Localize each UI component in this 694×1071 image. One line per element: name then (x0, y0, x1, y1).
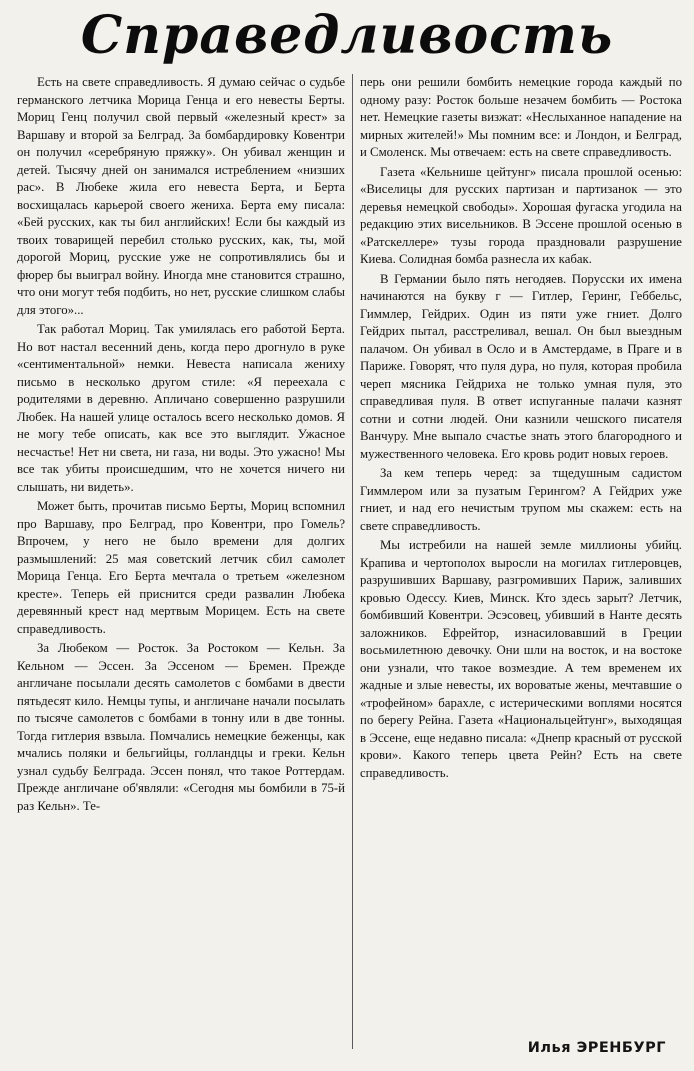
paragraph: Газета «Кельнише цейтунг» писала прошлой осенью: «Виселицы для русских партизан и партизанок — это деревья немецкой свободы». Хорошая фугаска угодила на редакцию этих висельников. В Эссене прошлой осенью в «Ратскеллере» тузы города праздновали разрушение Киева. Солидная бомба разнесла их кабак. (360, 164, 682, 266)
article-title: Справедливость (80, 5, 614, 66)
paragraph: перь они решили бомбить немецкие города каждый по одному разу: Росток больше незачем бомбить — Ростока нет. Немецкие газеты визжат: «Неслыханное нападение на мирных жителей!» Мы помним все: и Лондон, и Белград, и Смоленск. Мы отвечаем: есть на свете справедливость. (360, 75, 682, 159)
column-divider (352, 74, 353, 1049)
paragraph: Так работал Мориц. Так умилялась его работой Берта. Но вот настал весенний день, когда перо дрогнуло в руке «сентиментальной» немки. Невеста написала жениху письмо в несколько другом стиле: «Я переехала с родителями в деревню. Апличано совершенно разрушили Любек. На нашей улице осталось всего несколько домов. Я не могу тебе описать, как все это выглядит. Ужасное несчастье! Нет ни света, ни газа, ни воды. Это ужасно! Мы все так убиты происшедшим, что не хочется ничего ни слышать, ни видеть». (17, 322, 345, 494)
paragraph: За Любеком — Росток. За Ростоком — Кельн. За Кельном — Эссен. За Эссеном — Бремен. Прежде англичане посылали десять самолетов с бомбами в двести пятьдесят кило. Немцы тупы, и англичане начали посылать по тысяче самолетов с бомбами в тонну или в две тонны. Тогда гитлерия взвыла. Помчались немецкие беженцы, как мчались поляки и бельгийцы, голландцы и греки. Кельн узнал судьбу Белграда. Эссен понял, что такое Роттердам. Прежде англичане об'являли: «Сегодня мы бомбили в 75-й раз Кельн». Те- (17, 641, 345, 813)
paragraph: Может быть, прочитав письмо Берты, Мориц вспомнил про Варшаву, про Белград, про Ковентри, про Гомель? Впрочем, у него не было времени для долгих размышлений: 25 мая советский летчик сбил самолет Морица Генца. Его Берта мечтала о третьем «железном кресте». Теперь ей приснится среди развалин Любека деревянный крест над мертвым Морицем. Есть на свете справедливость. (17, 499, 345, 636)
left-column (17, 74, 345, 815)
paragraph: За кем теперь черед: за тщедушным садистом Гиммлером или за пузатым Герингом? А Гейдрих уже гниет, и над его нечистым трупом мы скажем: есть на свете справедливость. (360, 466, 682, 533)
right-column (360, 74, 682, 782)
paragraph: В Германии было пять негодяев. Порусски их имена начинаются на букву г — Гитлер, Геринг, Геббельс, Гиммлер, Гейдрих. Один из пяти уже гниет. Долго Гейдрих пытал, расстреливал, вешал. Он был выездным палачом. Он убивал в Осло и в Амстердаме, в Праге и в Париже. Говорят, что пуля дура, но пуля, которая пробила череп мясника Гейдриха не только умная пуля, это справедливая пуля. В ответ испуганные палачи казнят сотни и сотни людей. Они казнили чешского писателя Ванчуру. Мне выпало счастье знать этого благородного и мужественного человека. Его кровь родит новых героев. (360, 271, 682, 461)
paragraph: Есть на свете справедливость. Я думаю сейчас о судьбе германского летчика Морица Генца и его невесты Берты. Мориц Генц получил свой первый «железный крест» за Варшаву и второй за Белград. За бомбардировку Ковентри он получил «серебряную пряжку». Он убивал женщин и детей. Тысячу дней он занимался истреблением «низших рас». В Любеке жила его невеста Берта, и Берта восхищалась карьерой своего жениха. Берта ему писала: «Бей русских, как ты бил английских! Если бы каждый из твоих товарищей перебил столько русских, как, ты, мой дорогой Мориц, русские уже не сопротивлялись бы и фюрер бы выиграл войну. Иногда мне становится страшно, что они могут тебя подбить, но нет, русские слишком слабы для этого»... (17, 75, 345, 317)
paragraph: Мы истребили на нашей земле миллионы убийц. Крапива и чертополох выросли на могилах гитлеровцев, разрушивших Варшаву, разгромивших Париж, заливших кровью Одессу. Киев, Минск. Кто здесь зарыт? Летчик, бомбивший Ковентри. Эсэсовец, убивший в Нанте десять заложников. Ефрейтор, изнасиловавший в Греции восьмилетнюю девочку. Они шли на восток, и на востоке они узнали, что такое возмездие. А тем временем их жадные и злые невесты, их вороватые жены, мечтавшие о «трофейном» барахле, с истерическими воплями носятся по берегу Рейна. Газета «Национальцейтунг», выходящая в Эссене, еще недавно писала: «Днепр красный от русской крови». Какого теперь цвета Рейн? Есть на свете справедливость. (360, 538, 682, 780)
author-signature: Илья ЭРЕНБУРГ (527, 1040, 666, 1056)
